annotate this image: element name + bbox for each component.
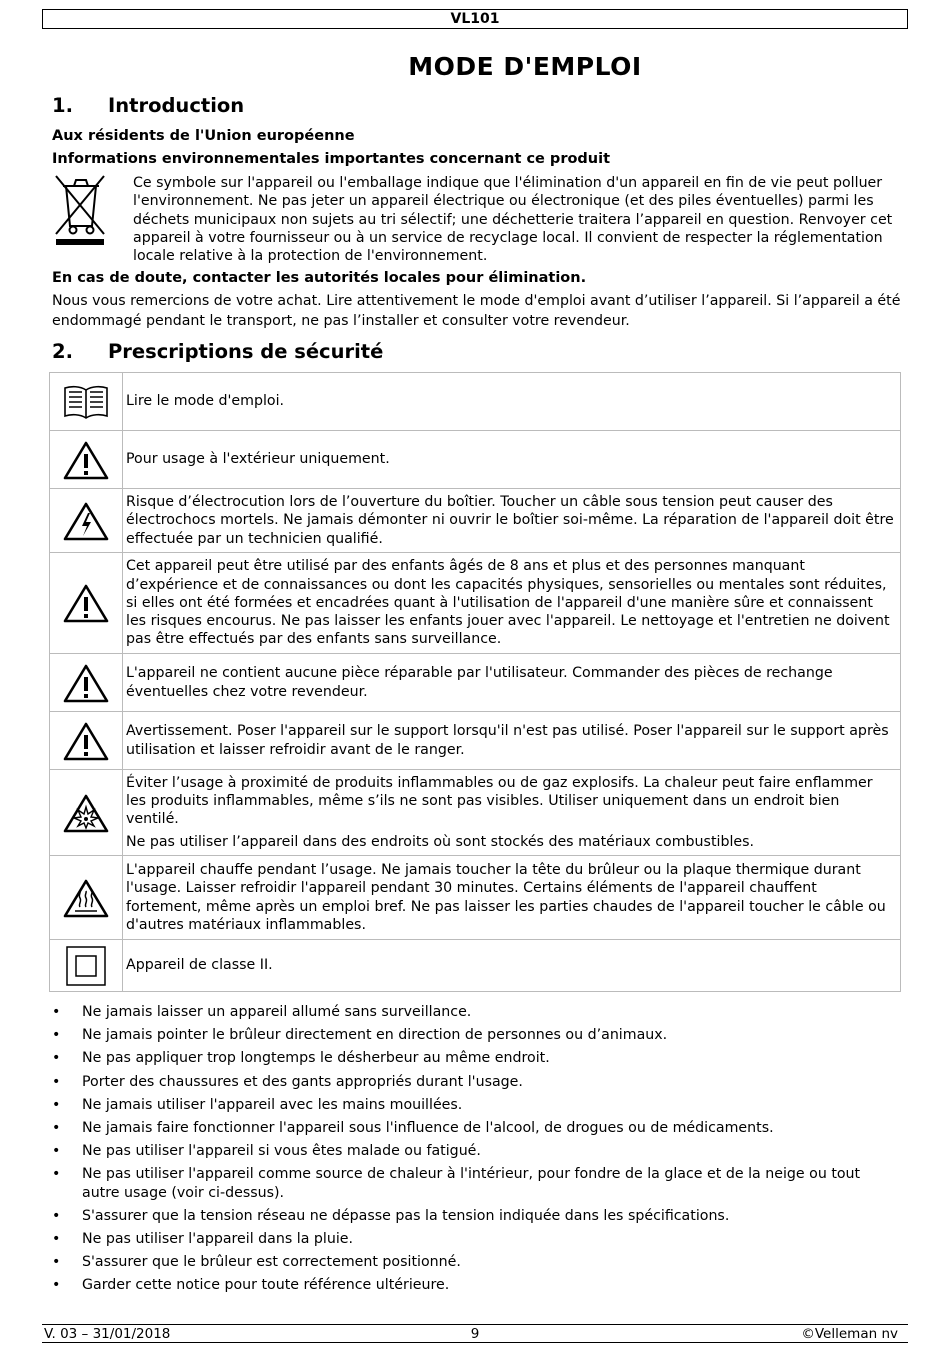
- warning-icon: [63, 440, 109, 480]
- safety-text-2: Ne pas utiliser l’appareil dans des endroits où sont stockés des matériaux combustibles.: [126, 834, 755, 851]
- warning-icon: [63, 721, 109, 761]
- safety-text: Risque d’électrocution lors de l’ouverture du boîtier. Toucher un câble sous tension peut causer des électrochocs mortels. Ne jamais démonter ni ouvrir le boîtier soi-même. La réparation de l'appareil doit être effectuée par un technicien qualifié.: [126, 494, 894, 547]
- section-1-heading: 1. Introduction: [52, 94, 245, 117]
- safety-text: Pour usage à l'extérieur uniquement.: [126, 451, 390, 468]
- list-item: • Ne pas utiliser l'appareil si vous êtes malade ou fatigué.: [52, 1142, 902, 1160]
- copyright: ©Velleman nv: [801, 1326, 898, 1342]
- safety-text: Avertissement. Poser l'appareil sur le support lorsqu'il n'est pas utilisé. Poser l'appareil sur le support après utilisation et laisser refroidir avant de le ranger.: [126, 723, 889, 758]
- version-date: V. 03 – 31/01/2018: [44, 1326, 171, 1342]
- thanks-paragraph: Nous vous remercions de votre achat. Lire attentivement le mode d'emploi avant d’utiliser l’appareil. Si l’appareil a été endommagé pendant le transport, ne pas l’installer et consulter votre revendeur.: [52, 293, 901, 329]
- weee-bin-icon: [52, 172, 108, 246]
- list-item: • Ne jamais laisser un appareil allumé sans surveillance.: [52, 1003, 902, 1021]
- safety-table: [49, 372, 901, 992]
- list-item: • S'assurer que la tension réseau ne dépasse pas la tension indiquée dans les spécifications.: [52, 1207, 902, 1225]
- page-number: 9: [470, 1326, 480, 1342]
- safety-row: [50, 654, 901, 712]
- warning-icon: [63, 583, 109, 623]
- safety-text: Cet appareil peut être utilisé par des enfants âgés de 8 ans et plus et des personnes manquant d’expérience et de connaissances ou dont les capacités physiques, sensorielles ou mentales sont réduites, si elles ont été formées et encadrées quant à l'utilisation de l'appareil d'une manière sûre et connaissent les risques encourus. Ne pas laisser les enfants jouer avec l'appareil. Le nettoyage et l'entretien ne doivent pas être effectués par des enfants sans surveillance.: [126, 558, 890, 648]
- safety-row: [50, 553, 901, 654]
- list-item: • Ne jamais faire fonctionner l'appareil sous l'influence de l'alcool, de drogues ou de médicaments.: [52, 1119, 902, 1137]
- document-title: MODE D'EMPLOI: [408, 52, 642, 81]
- list-item: • Ne jamais utiliser l'appareil avec les mains mouillées.: [52, 1096, 902, 1114]
- list-item: • Ne jamais pointer le brûleur directement en direction de personnes ou d’animaux.: [52, 1026, 902, 1044]
- safety-row: [50, 940, 901, 992]
- eu-residents-line: Aux résidents de l'Union européenne: [52, 128, 355, 144]
- class-ii-icon: [65, 945, 107, 987]
- safety-row: [50, 431, 901, 489]
- list-item: • Garder cette notice pour toute référence ultérieure.: [52, 1276, 902, 1294]
- section-2-heading: 2. Prescriptions de sécurité: [52, 340, 384, 363]
- safety-text: L'appareil ne contient aucune pièce réparable par l'utilisateur. Commander des pièces de rechange éventuelles chez votre revendeur.: [126, 665, 833, 700]
- model-name: VL101: [450, 11, 500, 27]
- safety-row: [50, 712, 901, 770]
- env-info-text: Ce symbole sur l'appareil ou l'emballage indique que l'élimination d'un appareil en fin de vie peut polluer l'environnement. Ne pas jeter un appareil électrique ou électronique (et des piles éventuelles) parmi les déchets municipaux non sujets au tri sélectif; une déchetterie traitera l’appareil en question. Renvoyer cet appareil à votre fournisseur ou à un service de recyclage local. Il convient de respecter la réglementation locale relative à la protection de l'environnement.: [133, 175, 893, 265]
- explosive-icon: [63, 793, 109, 833]
- safety-row: [50, 489, 901, 553]
- safety-text: Lire le mode d'emploi.: [126, 393, 285, 410]
- electric-shock-icon: [63, 501, 109, 541]
- list-item: • Porter des chaussures et des gants appropriés durant l'usage.: [52, 1073, 902, 1091]
- list-item: • S'assurer que le brûleur est correctement positionné.: [52, 1253, 902, 1271]
- safety-row: [50, 373, 901, 431]
- safety-bullet-list: [52, 1003, 902, 1300]
- book-icon: [61, 382, 111, 422]
- safety-row: [50, 770, 901, 856]
- list-item: • Ne pas utiliser l'appareil comme source de chaleur à l'intérieur, pour fondre de la glace et de la neige ou tout autre usage (voir ci-dessus).: [52, 1165, 902, 1201]
- warning-icon: [63, 663, 109, 703]
- hot-surface-icon: [63, 878, 109, 918]
- safety-text: Appareil de classe II.: [126, 957, 273, 974]
- list-item: • Ne pas appliquer trop longtemps le désherbeur au même endroit.: [52, 1049, 902, 1067]
- env-info-heading: Informations environnementales importantes concernant ce produit: [52, 151, 611, 167]
- safety-row: [50, 856, 901, 940]
- page-footer: [42, 1324, 908, 1343]
- safety-text: L'appareil chauffe pendant l’usage. Ne jamais toucher la tête du brûleur ou la plaque thermique durant l'usage. Laisser refroidir l'appareil pendant 30 minutes. Certains éléments de l'appareil chauffent fortement, même après un emploi bref. Ne pas laisser les parties chaudes de l'appareil toucher le câble ou d'autres matériaux inflammables.: [126, 862, 886, 933]
- header-bar: [42, 9, 908, 29]
- list-item: • Ne pas utiliser l'appareil dans la pluie.: [52, 1230, 902, 1248]
- safety-text: Éviter l’usage à proximité de produits inflammables ou de gaz explosifs. La chaleur peut faire enflammer les produits inflammables, même s’ils ne sont pas visibles. Utiliser uniquement dans un endroit bien ventilé.: [126, 774, 873, 827]
- doubt-line: En cas de doute, contacter les autorités locales pour élimination.: [52, 270, 587, 286]
